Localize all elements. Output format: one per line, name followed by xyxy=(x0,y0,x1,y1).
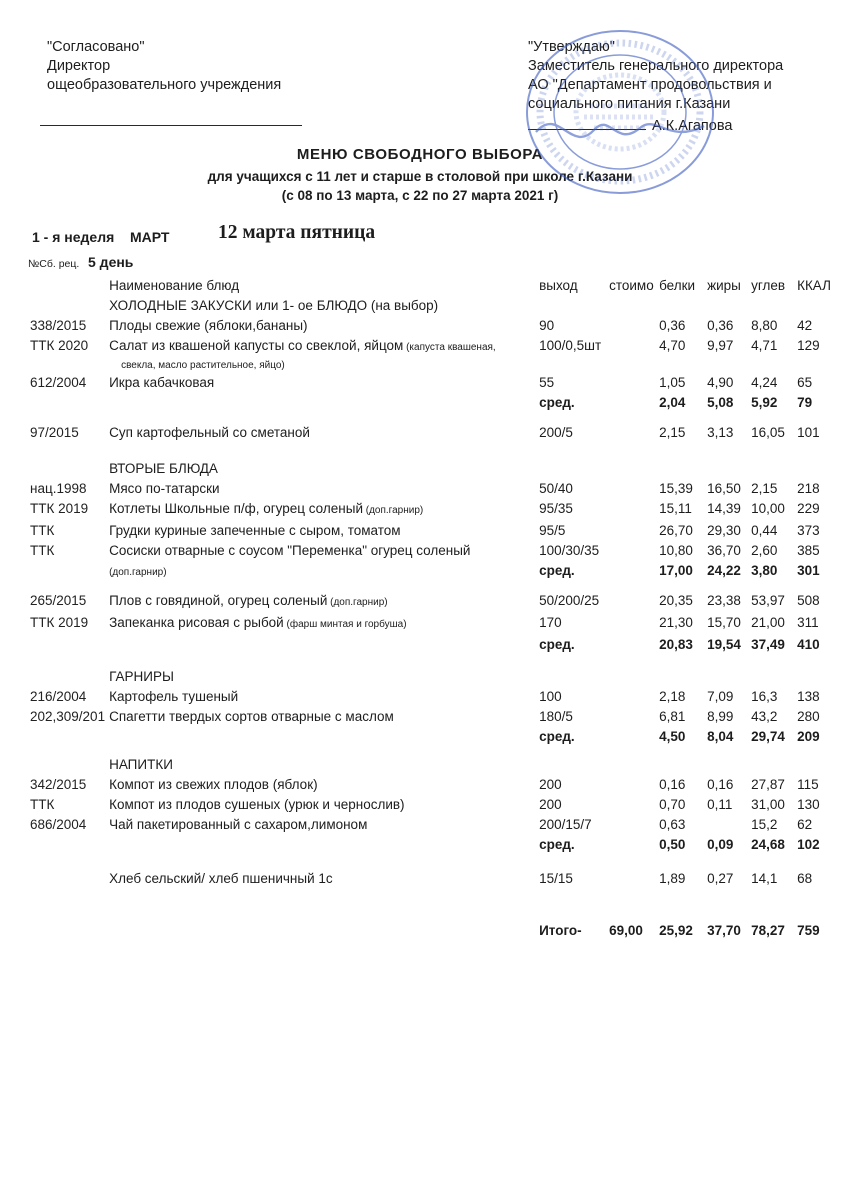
protein-value: 0,70 xyxy=(659,797,686,812)
rec-code xyxy=(28,635,107,655)
carbs-value: 14,1 xyxy=(751,871,778,886)
approval-left-block xyxy=(47,38,367,95)
cost-value xyxy=(607,499,657,521)
kcal-value: 229 xyxy=(797,501,820,516)
dish-name xyxy=(107,687,537,707)
kcal-value: 209 xyxy=(797,729,820,744)
rec-code: 265/2015 xyxy=(30,593,87,608)
average-row xyxy=(28,635,839,655)
dish-row xyxy=(28,316,839,336)
average-row xyxy=(28,727,839,747)
menu-table xyxy=(28,276,839,941)
spacer-row xyxy=(28,443,839,459)
portion-size: 50/200/25 xyxy=(539,593,600,608)
dish-row xyxy=(28,613,839,635)
protein-value: 0,16 xyxy=(659,777,686,792)
deputy-name: А.К.Агапова xyxy=(652,118,733,134)
cost-value xyxy=(607,561,657,583)
dish-row xyxy=(28,373,839,393)
dish-name xyxy=(107,795,537,815)
rec-code: нац.1998 xyxy=(30,481,87,496)
fat-value: 29,30 xyxy=(707,523,741,538)
portion-size: сред. xyxy=(539,837,575,852)
day-date-title: 12 марта пятница xyxy=(218,222,376,243)
dish-name xyxy=(107,499,537,521)
total-row xyxy=(28,921,839,941)
cost-value xyxy=(607,815,657,835)
carbs-value: 10,00 xyxy=(751,501,785,516)
cost-value xyxy=(607,393,657,413)
kcal-value: 115 xyxy=(797,777,819,792)
cost-value xyxy=(607,591,657,613)
carbs-value: 4,24 xyxy=(751,375,778,390)
kcal-value: 79 xyxy=(797,395,813,410)
portion-size: 100 xyxy=(539,689,562,704)
director-signature-line xyxy=(40,112,302,126)
rec-code xyxy=(28,296,107,316)
dish-name-text: Плоды свежие (яблоки,бананы) xyxy=(109,318,308,333)
portion-size: 170 xyxy=(539,615,562,630)
protein-value: 20,35 xyxy=(659,593,693,608)
carbs-value: 78,27 xyxy=(751,923,785,938)
cost-value xyxy=(607,775,657,795)
dish-name xyxy=(107,835,537,855)
fat-value: 0,27 xyxy=(707,871,734,886)
month-label: МАРТ xyxy=(130,229,170,245)
portion-size: сред. xyxy=(539,729,575,744)
protein-value: 17,00 xyxy=(659,563,693,578)
carbs-value: 53,97 xyxy=(751,593,785,608)
dish-name-text: Салат из квашеной капусты со свеклой, яйцом xyxy=(109,338,404,353)
fat-value: 16,50 xyxy=(707,481,741,496)
cost-value xyxy=(607,541,657,561)
approval-left-line-1: "Согласовано" xyxy=(47,39,145,55)
portion-size: 50/40 xyxy=(539,481,573,496)
kcal-value: 130 xyxy=(797,797,820,812)
section-header-row xyxy=(28,296,839,316)
cost-value xyxy=(607,635,657,655)
fat-value: 0,11 xyxy=(707,797,733,812)
dish-name xyxy=(107,707,537,727)
carbs-value: 8,80 xyxy=(751,318,778,333)
rec-code xyxy=(28,393,107,413)
dish-name-text: Икра кабачковая xyxy=(109,375,215,390)
portion-size: сред. xyxy=(539,563,575,578)
portion-size: сред. xyxy=(539,395,575,410)
protein-value: 0,36 xyxy=(659,318,686,333)
kcal-value: 62 xyxy=(797,817,813,832)
dish-row xyxy=(28,591,839,613)
dish-name-text: Хлеб сельский/ хлеб пшеничный 1с xyxy=(109,871,333,886)
portion-size: 15/15 xyxy=(539,871,573,886)
fat-value: 8,04 xyxy=(707,729,734,744)
kcal-value: 42 xyxy=(797,318,813,333)
section-header-row xyxy=(28,667,839,687)
spacer-row xyxy=(28,413,839,423)
portion-size: 90 xyxy=(539,318,555,333)
dish-name-text: Компот из плодов сушеных (урюк и чернослив) xyxy=(109,797,405,812)
dish-row xyxy=(28,775,839,795)
dish-name xyxy=(107,561,537,583)
approval-right-line-4: социального питания г.Казани xyxy=(528,96,731,112)
dish-note-line2: свекла, масло растительное, яйцо) xyxy=(121,360,285,371)
dish-name xyxy=(107,591,537,613)
dish-row xyxy=(28,795,839,815)
fat-value: 36,70 xyxy=(707,543,741,558)
kcal-value: 101 xyxy=(797,425,820,440)
rec-code: ТТК xyxy=(30,523,55,538)
header-dish-name: Наименование блюд xyxy=(109,278,240,293)
fat-value: 9,97 xyxy=(707,338,734,353)
carbs-value: 5,92 xyxy=(751,395,778,410)
cost-value xyxy=(607,613,657,635)
portion-size: Итого- xyxy=(539,923,582,938)
dish-name xyxy=(107,316,537,336)
table-header-row xyxy=(28,276,839,296)
cost-value xyxy=(607,521,657,541)
approval-right-line-2: Заместитель генерального директора xyxy=(528,58,784,74)
rec-code xyxy=(28,727,107,747)
dish-name xyxy=(107,921,537,941)
portion-size: 100/0,5шт xyxy=(539,338,602,353)
dish-name xyxy=(107,613,537,635)
protein-value: 20,83 xyxy=(659,637,693,652)
dish-name xyxy=(107,393,537,413)
fat-value: 3,13 xyxy=(707,425,734,440)
cost-value xyxy=(607,835,657,855)
dish-name-text: Запеканка рисовая с рыбой xyxy=(109,615,284,630)
dish-row xyxy=(28,541,839,561)
carbs-value: 0,44 xyxy=(751,523,778,538)
header-portion: выход xyxy=(539,278,578,293)
dish-name-text: Котлеты Школьные п/ф, огурец соленый xyxy=(109,501,363,516)
rec-code xyxy=(28,835,107,855)
section-title: ХОЛОДНЫЕ ЗАКУСКИ или 1- ое БЛЮДО (на выбор) xyxy=(109,298,439,313)
section-title: ВТОРЫЕ БЛЮДА xyxy=(109,461,218,476)
rec-code: ТТК 2019 xyxy=(30,615,89,630)
dish-row xyxy=(28,521,839,541)
kcal-value: 385 xyxy=(797,543,820,558)
carbs-value: 31,00 xyxy=(751,797,785,812)
dish-name-text: Суп картофельный со сметаной xyxy=(109,425,310,440)
fat-value xyxy=(705,815,749,835)
header-carbs: углев xyxy=(751,278,786,293)
dish-name-text: Грудки куриные запеченные с сыром, томатом xyxy=(109,523,401,538)
average-row xyxy=(28,393,839,413)
cost-value xyxy=(607,423,657,443)
dish-name xyxy=(107,727,537,747)
kcal-value: 65 xyxy=(797,375,813,390)
carbs-value: 21,00 xyxy=(751,615,785,630)
spacer xyxy=(28,747,839,755)
protein-value: 2,04 xyxy=(659,395,686,410)
dish-name xyxy=(107,775,537,795)
protein-value: 2,18 xyxy=(659,689,686,704)
section-header-row xyxy=(28,459,839,479)
portion-size: 55 xyxy=(539,375,555,390)
spacer xyxy=(28,583,839,591)
dish-note: (фарш минтая и горбуша) xyxy=(283,619,407,630)
protein-value: 15,11 xyxy=(659,501,692,516)
kcal-value: 301 xyxy=(797,563,820,578)
portion-size: 200 xyxy=(539,797,562,812)
menu-table-body xyxy=(28,296,839,941)
carbs-value: 3,80 xyxy=(751,563,778,578)
protein-value: 1,89 xyxy=(659,871,686,886)
dish-row xyxy=(28,336,839,373)
protein-value: 15,39 xyxy=(659,481,693,496)
dish-name xyxy=(107,635,537,655)
deputy-signature-row xyxy=(528,117,838,136)
fat-value: 37,70 xyxy=(707,923,741,938)
dish-name-text: Плов с говядиной, огурец соленый xyxy=(109,593,328,608)
dish-name xyxy=(107,423,537,443)
menu-title: МЕНЮ СВОБОДНОГО ВЫБОРА xyxy=(296,146,544,163)
rec-code: 216/2004 xyxy=(30,689,87,704)
protein-value: 6,81 xyxy=(659,709,686,724)
approval-left-line-3: ощеобразовательного учреждения xyxy=(47,77,282,93)
portion-size: 95/5 xyxy=(539,523,566,538)
protein-value: 25,92 xyxy=(659,923,693,938)
fat-value: 7,09 xyxy=(707,689,734,704)
dish-note: (капуста квашеная, xyxy=(403,342,496,353)
approval-right-block xyxy=(528,38,838,136)
portion-size: 180/5 xyxy=(539,709,573,724)
protein-value: 21,30 xyxy=(659,615,693,630)
fat-value: 24,22 xyxy=(707,563,741,578)
fat-value: 4,90 xyxy=(707,375,734,390)
dish-row xyxy=(28,499,839,521)
rec-code: ТТК 2020 xyxy=(30,338,89,353)
rec-code: ТТК xyxy=(30,797,55,812)
kcal-value: 373 xyxy=(797,523,820,538)
kcal-value: 759 xyxy=(797,923,820,938)
dish-row xyxy=(28,687,839,707)
dish-name-text: Мясо по-татарски xyxy=(109,481,220,496)
spacer-row xyxy=(28,655,839,667)
protein-value: 0,50 xyxy=(659,837,686,852)
dish-name xyxy=(107,869,537,889)
protein-value: 0,63 xyxy=(659,817,686,832)
spacer-row xyxy=(28,855,839,869)
rec-code: 342/2015 xyxy=(30,777,87,792)
rec-code: ТТК 2019 xyxy=(30,501,89,516)
dish-name xyxy=(107,479,537,499)
spacer xyxy=(28,655,839,667)
dish-row xyxy=(28,815,839,835)
average-row xyxy=(28,835,839,855)
rec-code: ТТК xyxy=(30,543,55,558)
rec-code xyxy=(28,921,107,941)
approval-left-line-2: Директор xyxy=(47,58,111,74)
header-kcal: ККАЛ xyxy=(797,278,831,293)
spacer-row xyxy=(28,583,839,591)
dish-name xyxy=(107,336,537,373)
carbs-value: 37,49 xyxy=(751,637,785,652)
spacer-row xyxy=(28,747,839,755)
kcal-value: 68 xyxy=(797,871,813,886)
carbs-value: 24,68 xyxy=(751,837,785,852)
cost-value xyxy=(607,795,657,815)
dish-row xyxy=(28,707,839,727)
protein-value: 1,05 xyxy=(659,375,686,390)
dish-name-text: Чай пакетированный с сахаром,лимоном xyxy=(109,817,368,832)
approval-right-line-1: "Утверждаю" xyxy=(528,39,615,55)
section-title: ГАРНИРЫ xyxy=(109,669,174,684)
section-title: НАПИТКИ xyxy=(109,757,173,772)
protein-value: 10,80 xyxy=(659,543,693,558)
dish-name xyxy=(107,541,537,561)
header-fat: жиры xyxy=(707,278,741,293)
rec-code xyxy=(28,869,107,889)
spacer xyxy=(28,413,839,423)
cost-value xyxy=(607,687,657,707)
deputy-signature-line xyxy=(528,118,646,130)
fat-value: 15,70 xyxy=(707,615,741,630)
rec-code: 338/2015 xyxy=(30,318,87,333)
portion-size: 100/30/35 xyxy=(539,543,600,558)
rec-code: 202,309/201 xyxy=(30,709,106,724)
menu-title-block xyxy=(0,146,840,203)
carbs-value: 2,15 xyxy=(751,481,778,496)
protein-value: 4,50 xyxy=(659,729,686,744)
portion-size: 200 xyxy=(539,777,562,792)
dish-name-text: Сосиски отварные с соусом "Переменка" огурец соленый xyxy=(109,543,471,558)
fat-value: 0,36 xyxy=(707,318,734,333)
carbs-value: 16,3 xyxy=(751,689,778,704)
rec-code xyxy=(28,561,107,583)
rec-code: 97/2015 xyxy=(30,425,79,440)
cost-value xyxy=(607,336,657,373)
rec-code: 686/2004 xyxy=(30,817,87,832)
portion-size: 95/35 xyxy=(539,501,573,516)
approval-right-line-3: АО "Департамент продовольствия и xyxy=(528,77,772,93)
fat-value: 23,38 xyxy=(707,593,741,608)
kcal-value: 218 xyxy=(797,481,820,496)
spacer xyxy=(28,889,839,921)
fat-value: 19,54 xyxy=(707,637,741,652)
fat-value: 5,08 xyxy=(707,395,734,410)
cost-value xyxy=(607,869,657,889)
kcal-value: 280 xyxy=(797,709,820,724)
kcal-value: 138 xyxy=(797,689,820,704)
carbs-value: 43,2 xyxy=(751,709,778,724)
spacer-row xyxy=(28,889,839,921)
cost-value xyxy=(607,316,657,336)
dish-row xyxy=(28,479,839,499)
rec-code xyxy=(28,667,107,687)
dish-note: (доп.гарнир) xyxy=(362,505,424,516)
day-number-label: 5 день xyxy=(88,254,134,270)
dish-name-text: Компот из свежих плодов (яблок) xyxy=(109,777,318,792)
dish-note: (доп.гарнир) xyxy=(327,597,388,608)
week-label: 1 - я неделя xyxy=(32,229,115,245)
carbs-value: 16,05 xyxy=(751,425,785,440)
fat-value: 8,99 xyxy=(707,709,734,724)
rec-code xyxy=(28,459,107,479)
header-protein: белки xyxy=(659,278,696,293)
dish-name xyxy=(107,521,537,541)
carbs-value: 15,2 xyxy=(751,817,778,832)
rec-code xyxy=(28,755,107,775)
section-header-row xyxy=(28,755,839,775)
kcal-value: 410 xyxy=(797,637,820,652)
kcal-value: 508 xyxy=(797,593,820,608)
cost-value: 69,00 xyxy=(609,923,643,938)
spacer xyxy=(28,855,839,869)
dish-row xyxy=(28,423,839,443)
cost-value xyxy=(607,727,657,747)
portion-size: сред. xyxy=(539,637,575,652)
fat-value: 14,39 xyxy=(707,501,741,516)
fat-value: 0,16 xyxy=(707,777,734,792)
protein-value: 4,70 xyxy=(659,338,686,353)
protein-value: 26,70 xyxy=(659,523,693,538)
cost-value xyxy=(607,373,657,393)
rec-code: 612/2004 xyxy=(30,375,87,390)
menu-date-range: (с 08 по 13 марта, с 22 по 27 марта 2021 г) xyxy=(281,188,559,203)
dish-name xyxy=(107,373,537,393)
cost-value xyxy=(607,707,657,727)
spacer xyxy=(28,443,839,459)
carbs-value: 27,87 xyxy=(751,777,785,792)
header-rec xyxy=(28,276,107,296)
cost-value xyxy=(607,479,657,499)
portion-size: 200/15/7 xyxy=(539,817,592,832)
recipe-number-label: №Сб. рец. xyxy=(28,258,80,270)
carbs-value: 2,60 xyxy=(751,543,778,558)
carbs-value: 29,74 xyxy=(751,729,785,744)
dish-note: (доп.гарнир) xyxy=(109,567,167,578)
protein-value: 2,15 xyxy=(659,425,686,440)
kcal-value: 129 xyxy=(797,338,820,353)
portion-size: 200/5 xyxy=(539,425,573,440)
average-row xyxy=(28,561,839,583)
dish-name-text: Картофель тушеный xyxy=(109,689,239,704)
header-cost: стоимо xyxy=(609,278,654,293)
dish-name-text: Спагетти твердых сортов отварные с маслом xyxy=(109,709,394,724)
fat-value: 0,09 xyxy=(707,837,734,852)
dish-name xyxy=(107,815,537,835)
menu-subtitle: для учащихся с 11 лет и старше в столовой при школе г.Казани xyxy=(207,169,633,184)
kcal-value: 102 xyxy=(797,837,820,852)
kcal-value: 311 xyxy=(797,615,819,630)
carbs-value: 4,71 xyxy=(751,338,778,353)
dish-row xyxy=(28,869,839,889)
